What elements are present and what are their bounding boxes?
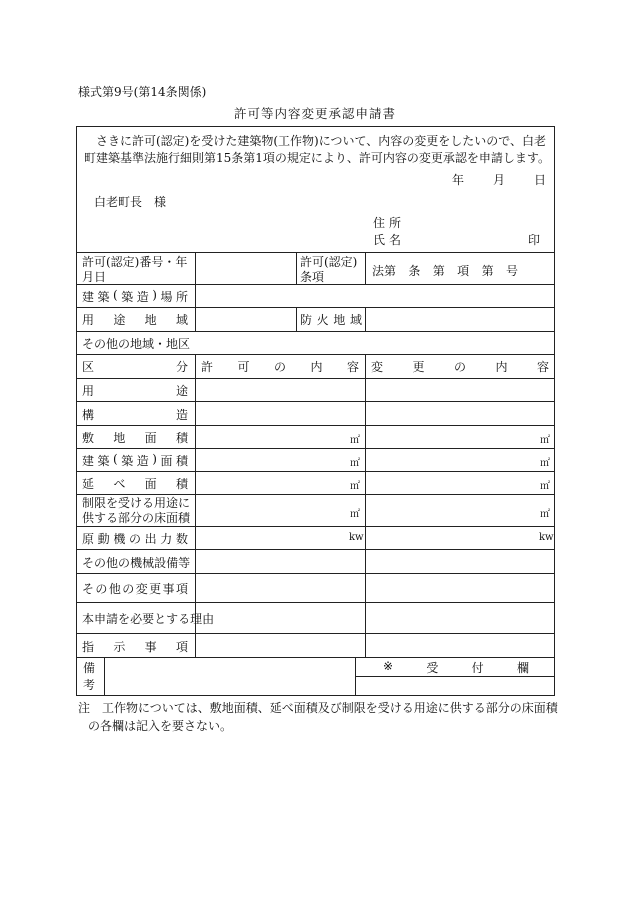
document-title: 許可等内容変更承認申請書 <box>233 106 396 121</box>
form-number: 様式第9号(第14条関係) <box>78 85 207 99</box>
change-unit-4: ㎡ <box>540 481 550 492</box>
row-label-0: 用 途 <box>82 384 188 398</box>
application-date <box>452 171 546 188</box>
reception-rule <box>355 676 555 677</box>
change-unit-2: ㎡ <box>540 435 550 446</box>
permit-unit-4: ㎡ <box>350 481 360 492</box>
table-rule <box>76 331 555 332</box>
law-article-part: 号 <box>505 264 518 278</box>
change-unit-5: ㎡ <box>540 509 550 520</box>
permit-unit-2: ㎡ <box>350 435 360 446</box>
row-label-2: 敷 地 面 積 <box>82 431 188 445</box>
table-rule <box>76 354 555 355</box>
addressee: 白老町長 様 <box>94 195 167 209</box>
table-rule <box>76 307 555 308</box>
note-line-1: 注 工作物については、敷地面積、延べ面積及び制限を受ける用途に供する部分の床面積 <box>78 701 558 715</box>
table-rule <box>76 526 555 527</box>
table-column-rule <box>104 657 105 696</box>
table-rule <box>76 494 555 495</box>
change-unit-6: kw <box>539 532 554 543</box>
law-article-part: 第 <box>432 264 445 278</box>
row-label-8: そ の 他 の 変 更 事 項 <box>82 582 188 596</box>
row-label-9: 本 申 請 を 必 要 と す る 理 由 <box>82 612 215 626</box>
name-label: 氏名 <box>373 233 406 247</box>
division-label: 区 分 <box>82 360 188 374</box>
law-article-part: 項 <box>457 264 470 278</box>
table-rule <box>76 602 555 603</box>
table-rule <box>76 471 555 472</box>
permit-article-label: 許可(認定)条項 <box>300 255 358 284</box>
row-label-1: 構 造 <box>82 408 188 422</box>
reception-label: ※ 受 付 欄 <box>383 659 529 675</box>
table-column-rule <box>365 354 366 657</box>
row-label-4: 延 べ 面 積 <box>82 477 188 491</box>
table-rule <box>76 378 555 379</box>
permit-unit-6: kw <box>349 532 364 543</box>
date-day-label: 日 <box>533 173 546 187</box>
row-label-10: 指 示 事 項 <box>82 640 188 654</box>
table-rule <box>76 401 555 402</box>
application-statement: さきに許可(認定)を受けた建築物(工作物)について、内容の変更をしたいので、白老町建築基準法施行細則第15条第1項の規定により、許可内容の変更承認を申請します。 <box>84 134 550 165</box>
fire-zone-label: 防 火 地 域 <box>300 313 362 327</box>
law-article-part: 条 <box>408 264 421 278</box>
change-content-header: 変 更 の 内 容 <box>371 360 549 374</box>
permit-content-header: 許 可 の 内 容 <box>201 360 359 374</box>
table-column-rule <box>365 307 366 331</box>
law-article-text <box>372 262 518 279</box>
row-label-5: 制限を受ける用途に供する部分の床面積 <box>82 496 191 525</box>
other-zone-label: その他の地域・地区 <box>82 337 191 351</box>
table-rule <box>76 573 555 574</box>
permit-number-label: 許可(認定)番号・年月日 <box>82 255 188 284</box>
date-month-label: 月 <box>492 173 505 187</box>
row-label-3: 建 築 ( 築 造 ) 面 積 <box>82 452 188 468</box>
law-article-part: 第 <box>481 264 494 278</box>
note-line-2: の各欄は記入を要さない。 <box>88 719 233 733</box>
date-year-label: 年 <box>452 173 465 187</box>
table-rule <box>76 448 555 449</box>
permit-unit-3: ㎡ <box>350 458 360 469</box>
law-article-part: 法第 <box>372 264 397 278</box>
table-column-rule <box>296 252 297 284</box>
seal-mark: 印 <box>528 233 541 247</box>
remarks-label: 備考 <box>83 661 96 692</box>
row-label-6: 原 動 機 の 出 力 数 <box>82 532 188 546</box>
table-rule <box>76 633 555 634</box>
use-zone-label: 用 途 地 域 <box>82 313 188 327</box>
table-column-rule <box>365 252 366 284</box>
table-rule <box>76 252 555 253</box>
table-rule <box>76 549 555 550</box>
table-rule <box>76 657 555 658</box>
table-rule <box>76 425 555 426</box>
permit-unit-5: ㎡ <box>350 509 360 520</box>
address-label: 住所 <box>373 216 406 230</box>
table-column-rule <box>195 252 196 331</box>
row-label-7: そ の 他 の 機 械 設 備 等 <box>82 556 191 570</box>
construction-site-label: 建 築 ( 築 造 ) 場 所 <box>82 288 188 304</box>
table-column-rule <box>296 307 297 331</box>
change-unit-3: ㎡ <box>540 458 550 469</box>
